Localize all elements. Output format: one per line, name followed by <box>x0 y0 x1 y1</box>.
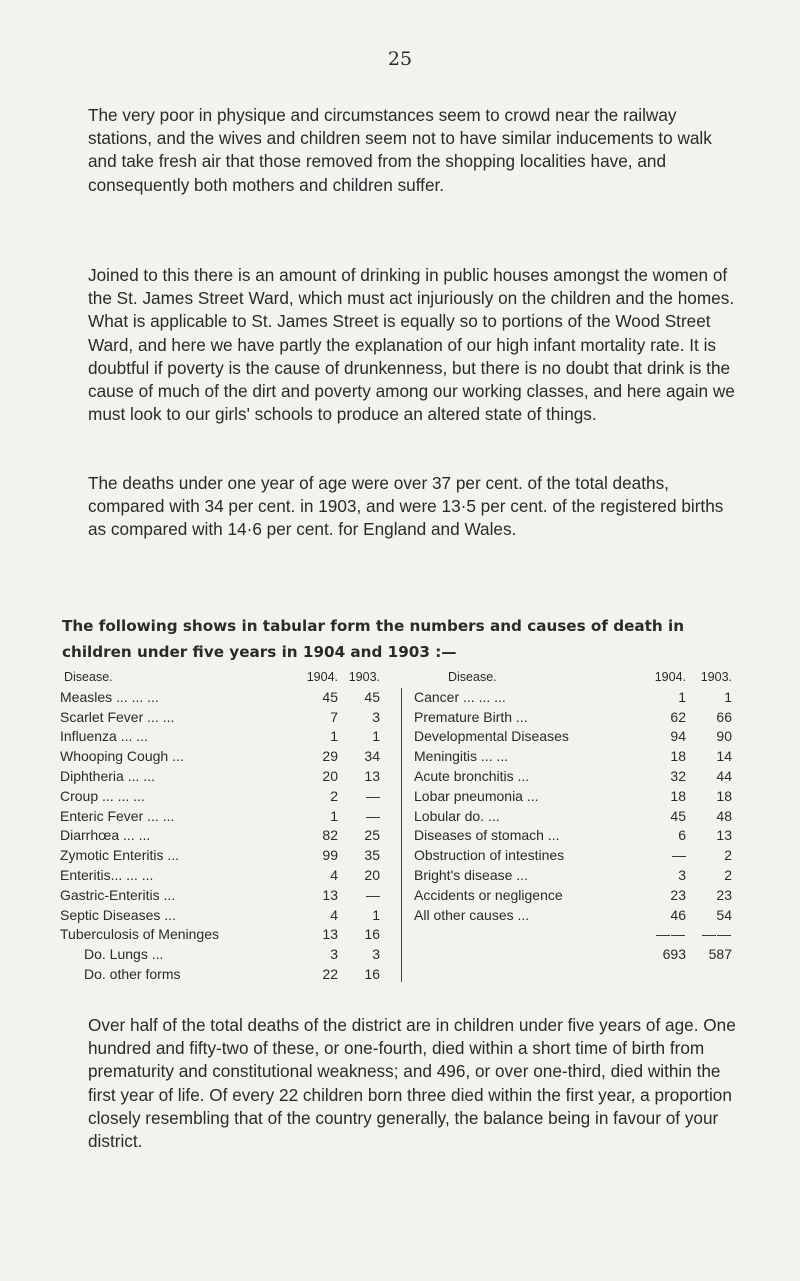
value-1903: 3 <box>372 708 380 725</box>
disease-name: Do. other forms <box>84 965 181 982</box>
disease-name: Septic Diseases ... <box>60 906 176 923</box>
value-1903: 1 <box>724 688 732 705</box>
causes-of-death-table <box>60 668 750 984</box>
paragraph-railway-stations: The very poor in physique and circumstances seem to crowd near the railway stations, and the wives and children seem not to have similar inducements to walk and take fresh air that those removed from the shopping localities have, and consequently both mothers and children suffer. <box>88 105 712 195</box>
totals-row <box>406 945 750 965</box>
total-1903: 587 <box>708 946 732 963</box>
value-1904: 82 <box>322 827 338 844</box>
value-1904: 94 <box>670 728 686 745</box>
value-1903: — <box>366 787 380 804</box>
table-row <box>406 688 750 708</box>
disease-name: Obstruction of intestines <box>414 847 565 864</box>
value-1903: 48 <box>716 807 732 824</box>
value-1904: 6 <box>678 827 686 844</box>
value-1904: 3 <box>330 946 338 963</box>
disease-name: Premature Birth ... <box>414 708 528 725</box>
value-1904: 46 <box>670 906 686 923</box>
value-1903: 35 <box>364 847 380 864</box>
rule-1903: —— <box>702 926 732 943</box>
value-1903: 14 <box>716 748 732 765</box>
value-1903: — <box>366 807 380 824</box>
value-1904: 22 <box>322 965 338 982</box>
header-1904: 1904. <box>306 670 338 684</box>
value-1904: 62 <box>670 708 686 725</box>
table-row <box>406 886 750 906</box>
value-1903: 45 <box>364 688 380 705</box>
value-1903: 66 <box>716 708 732 725</box>
disease-name: Gastric-Enteritis ... <box>60 886 176 903</box>
disease-name: All other causes ... <box>414 906 530 923</box>
value-1903: 16 <box>364 926 380 943</box>
paragraph-drinking: Joined to this there is an amount of drinking in public houses amongst the women of the St. James Street Ward, which must act injuriously on the children and the homes. What is applicable to St. James Street is equally so to portions of the Wood Street Ward, and here we have partly the explanation of our high infant mortality rate. It is doubtful if poverty is the cause of drunkenness, but there is no doubt that drink is the cause of much of the dirt and poverty among our working classes, and here again we must look to our girls' schools to produce an altered state of things. <box>88 265 735 425</box>
page-number: 25 <box>387 48 413 70</box>
table-row <box>406 846 750 866</box>
header-1904: 1904. <box>654 670 686 684</box>
table-row <box>60 747 402 767</box>
disease-name: Scarlet Fever ... ... <box>60 708 175 725</box>
table-row <box>406 747 750 767</box>
value-1903: — <box>366 886 380 903</box>
table-row <box>60 886 402 906</box>
value-1903: 20 <box>364 866 380 883</box>
totals-rule-row <box>406 925 750 945</box>
disease-name: Tuberculosis of Meninges <box>60 926 220 943</box>
value-1904: 23 <box>670 886 686 903</box>
value-1903: 54 <box>716 906 732 923</box>
value-1903: 34 <box>364 748 380 765</box>
table-right-column <box>406 668 750 965</box>
table-row <box>406 787 750 807</box>
header-1903: 1903. <box>700 670 732 684</box>
table-row <box>60 767 402 787</box>
value-1903: 1 <box>372 728 380 745</box>
disease-name: Whooping Cough ... <box>60 748 184 765</box>
value-1904: 20 <box>322 767 338 784</box>
value-1903: 44 <box>716 767 732 784</box>
table-row <box>60 866 402 886</box>
value-1904: 4 <box>330 906 338 923</box>
header-disease: Disease. <box>64 670 113 684</box>
value-1904: 4 <box>330 866 338 883</box>
header-disease: Disease. <box>448 670 497 684</box>
value-1904: 13 <box>322 926 338 943</box>
disease-name: Developmental Diseases <box>414 728 569 745</box>
disease-name: Croup ... ... ... <box>60 787 145 804</box>
value-1904: 13 <box>322 886 338 903</box>
disease-name: Cancer ... ... ... <box>414 688 506 705</box>
value-1903: 2 <box>724 866 732 883</box>
disease-name: Accidents or negligence <box>414 886 563 903</box>
value-1904: — <box>672 847 686 864</box>
table-header-row <box>60 668 402 688</box>
disease-name: Bright's disease ... <box>414 866 528 883</box>
disease-name: Influenza ... ... <box>60 728 148 745</box>
table-row <box>406 767 750 787</box>
value-1904: 3 <box>678 866 686 883</box>
table-row <box>406 708 750 728</box>
value-1904: 45 <box>322 688 338 705</box>
value-1904: 18 <box>670 787 686 804</box>
table-left-column <box>60 668 402 985</box>
table-heading: The following shows in tabular form the numbers and causes of death in children under five years in 1904 and 1903 :— <box>62 617 685 661</box>
disease-name: Lobar pneumonia ... <box>414 787 539 804</box>
disease-name: Meningitis ... ... <box>414 748 509 765</box>
disease-name: Zymotic Enteritis ... <box>60 847 180 864</box>
table-row <box>60 925 402 945</box>
disease-name: Diphtheria ... ... <box>60 767 155 784</box>
table-row <box>406 807 750 827</box>
table-row <box>60 787 402 807</box>
disease-name: Do. Lungs ... <box>84 946 164 963</box>
value-1903: 23 <box>716 886 732 903</box>
table-row <box>60 688 402 708</box>
table-row <box>60 906 402 926</box>
table-row <box>60 807 402 827</box>
disease-name: Acute bronchitis ... <box>414 767 530 784</box>
table-row <box>60 945 402 965</box>
disease-name: Measles ... ... ... <box>60 688 159 705</box>
disease-name: Diseases of stomach ... <box>414 827 560 844</box>
total-1904: 693 <box>662 946 686 963</box>
table-row <box>60 708 402 728</box>
value-1904: 1 <box>330 807 338 824</box>
disease-name: Enteritis... ... ... <box>60 866 154 883</box>
value-1904: 7 <box>330 708 338 725</box>
paragraph-infant-deaths: The deaths under one year of age were over 37 per cent. of the total deaths, compared with 34 per cent. in 1903, and were 13·5 per cent. of the registered births as compared with 14·6 per cent. for England and Wales. <box>88 473 724 540</box>
value-1903: 18 <box>716 787 732 804</box>
rule-1904: —— <box>656 926 686 943</box>
value-1904: 32 <box>670 767 686 784</box>
table-row <box>60 846 402 866</box>
value-1903: 90 <box>716 728 732 745</box>
value-1903: 16 <box>364 965 380 982</box>
table-row <box>60 826 402 846</box>
value-1903: 13 <box>716 827 732 844</box>
value-1903: 25 <box>364 827 380 844</box>
value-1903: 3 <box>372 946 380 963</box>
value-1903: 1 <box>372 906 380 923</box>
table-row <box>406 826 750 846</box>
paragraph-under-five-summary: Over half of the total deaths of the district are in children under five years of age. One hundred and fifty-two of these, or one-fourth, died within a short time of birth from prematurity and constitutional weakness; and 496, or over one-third, died within the first year of life. Of every 22 children born three died within the first year, a proportion closely resembling that of the country generally, the balance being in favour of your district. <box>88 1015 736 1152</box>
disease-name: Diarrhœa ... ... <box>60 827 151 844</box>
value-1904: 1 <box>678 688 686 705</box>
value-1904: 29 <box>322 748 338 765</box>
table-header-row <box>406 668 750 688</box>
disease-name: Enteric Fever ... ... <box>60 807 175 824</box>
value-1904: 18 <box>670 748 686 765</box>
value-1904: 1 <box>330 728 338 745</box>
table-row <box>60 727 402 747</box>
table-row <box>406 906 750 926</box>
disease-name: Lobular do. ... <box>414 807 500 824</box>
value-1904: 2 <box>330 787 338 804</box>
value-1903: 13 <box>364 767 380 784</box>
header-1903: 1903. <box>348 670 380 684</box>
value-1904: 45 <box>670 807 686 824</box>
table-row <box>406 727 750 747</box>
table-row <box>406 866 750 886</box>
table-row <box>60 965 402 985</box>
value-1904: 99 <box>322 847 338 864</box>
value-1903: 2 <box>724 847 732 864</box>
